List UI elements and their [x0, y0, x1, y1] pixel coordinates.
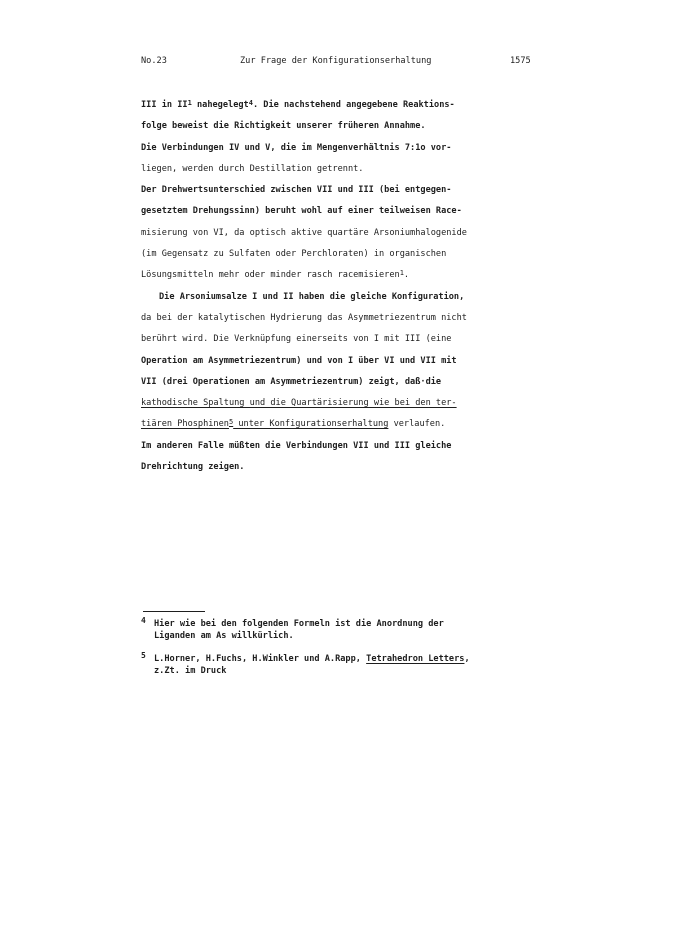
underlined-text-line: kathodische Spaltung und die Quartärisierung wie bei den ter- — [141, 398, 457, 409]
text-line: Drehrichtung zeigen. — [141, 462, 245, 473]
footnote-ref: 4 — [248, 99, 253, 107]
footnote-line: Hier wie bei den folgenden Formeln ist die Anordnung der — [154, 619, 444, 629]
text-line: VII (drei Operationen am Asymmetriezentrum) zeigt, daß·die — [141, 376, 442, 387]
text-line: Die Verbindungen IV und V, die im Mengenverhältnis 7:1o vor- — [141, 142, 452, 153]
running-title: Zur Frage der Konfigurationserhaltung — [240, 56, 432, 66]
footnote-separator — [143, 611, 205, 612]
footnote-5 — [141, 653, 571, 677]
text-line: misierung von VI, da optisch aktive quartäre Arsoniumhalogenide — [141, 227, 467, 238]
page-header — [0, 56, 680, 72]
footnote-line: Liganden am As willkürlich. — [154, 631, 294, 641]
text-line: Im anderen Falle müßten die Verbindungen VII und III gleiche — [141, 440, 452, 451]
footnote-line: L.Horner, H.Fuchs, H.Winkler und A.Rapp, Tetrahedron Letters, — [154, 654, 470, 664]
text-line: Lösungsmitteln mehr oder minder rasch racemisieren$^1$. — [141, 269, 410, 281]
footnote-ref: 1 — [187, 99, 192, 107]
text-line: berührt wird. Die Verknüpfung einerseits von I mit III (eine — [141, 334, 452, 345]
journal-name: Tetrahedron Letters — [366, 654, 465, 664]
text-line: gesetztem Drehungssinn) beruht wohl auf einer teilweisen Race- — [141, 206, 462, 217]
text-line: liegen, werden durch Destillation getrennt. — [141, 163, 364, 174]
journal-issue-number: No.23 — [141, 56, 167, 66]
body-text — [141, 95, 561, 478]
text-line: folge beweist die Richtigkeit unserer früheren Annahme. — [141, 121, 426, 132]
footnote-mark: 4 — [141, 616, 146, 625]
footnote-ref: 5 — [228, 418, 234, 427]
text-line: (im Gegensatz zu Sulfaten oder Perchloraten) in organischen — [141, 249, 447, 260]
text-line: Operation am Asymmetriezentrum) und von I über VI und VII mit — [141, 355, 457, 366]
paragraph-start-line: Die Arsoniumsalze I und II haben die gleiche Konfiguration, — [159, 291, 465, 302]
footnote-4 — [141, 618, 571, 642]
footnote-line: z.Zt. im Druck — [154, 666, 227, 676]
text-line: III in $II^1$ nahegelegt$^4$. Die nachstehend angegebene Reaktions- — [141, 99, 455, 110]
text-line: tiären Phosphinen$^5$ unter Konfigurationserhaltung verlaufen. — [141, 418, 446, 430]
footnote-mark: 5 — [141, 651, 146, 660]
footnotes — [141, 618, 571, 688]
text-line: Der Drehwertsunterschied zwischen VII und III (bei entgegen- — [141, 185, 452, 196]
text-line: da bei der katalytischen Hydrierung das Asymmetriezentrum nicht — [141, 312, 467, 323]
footnote-ref: 1 — [399, 269, 404, 278]
page-number: 1575 — [510, 56, 531, 66]
